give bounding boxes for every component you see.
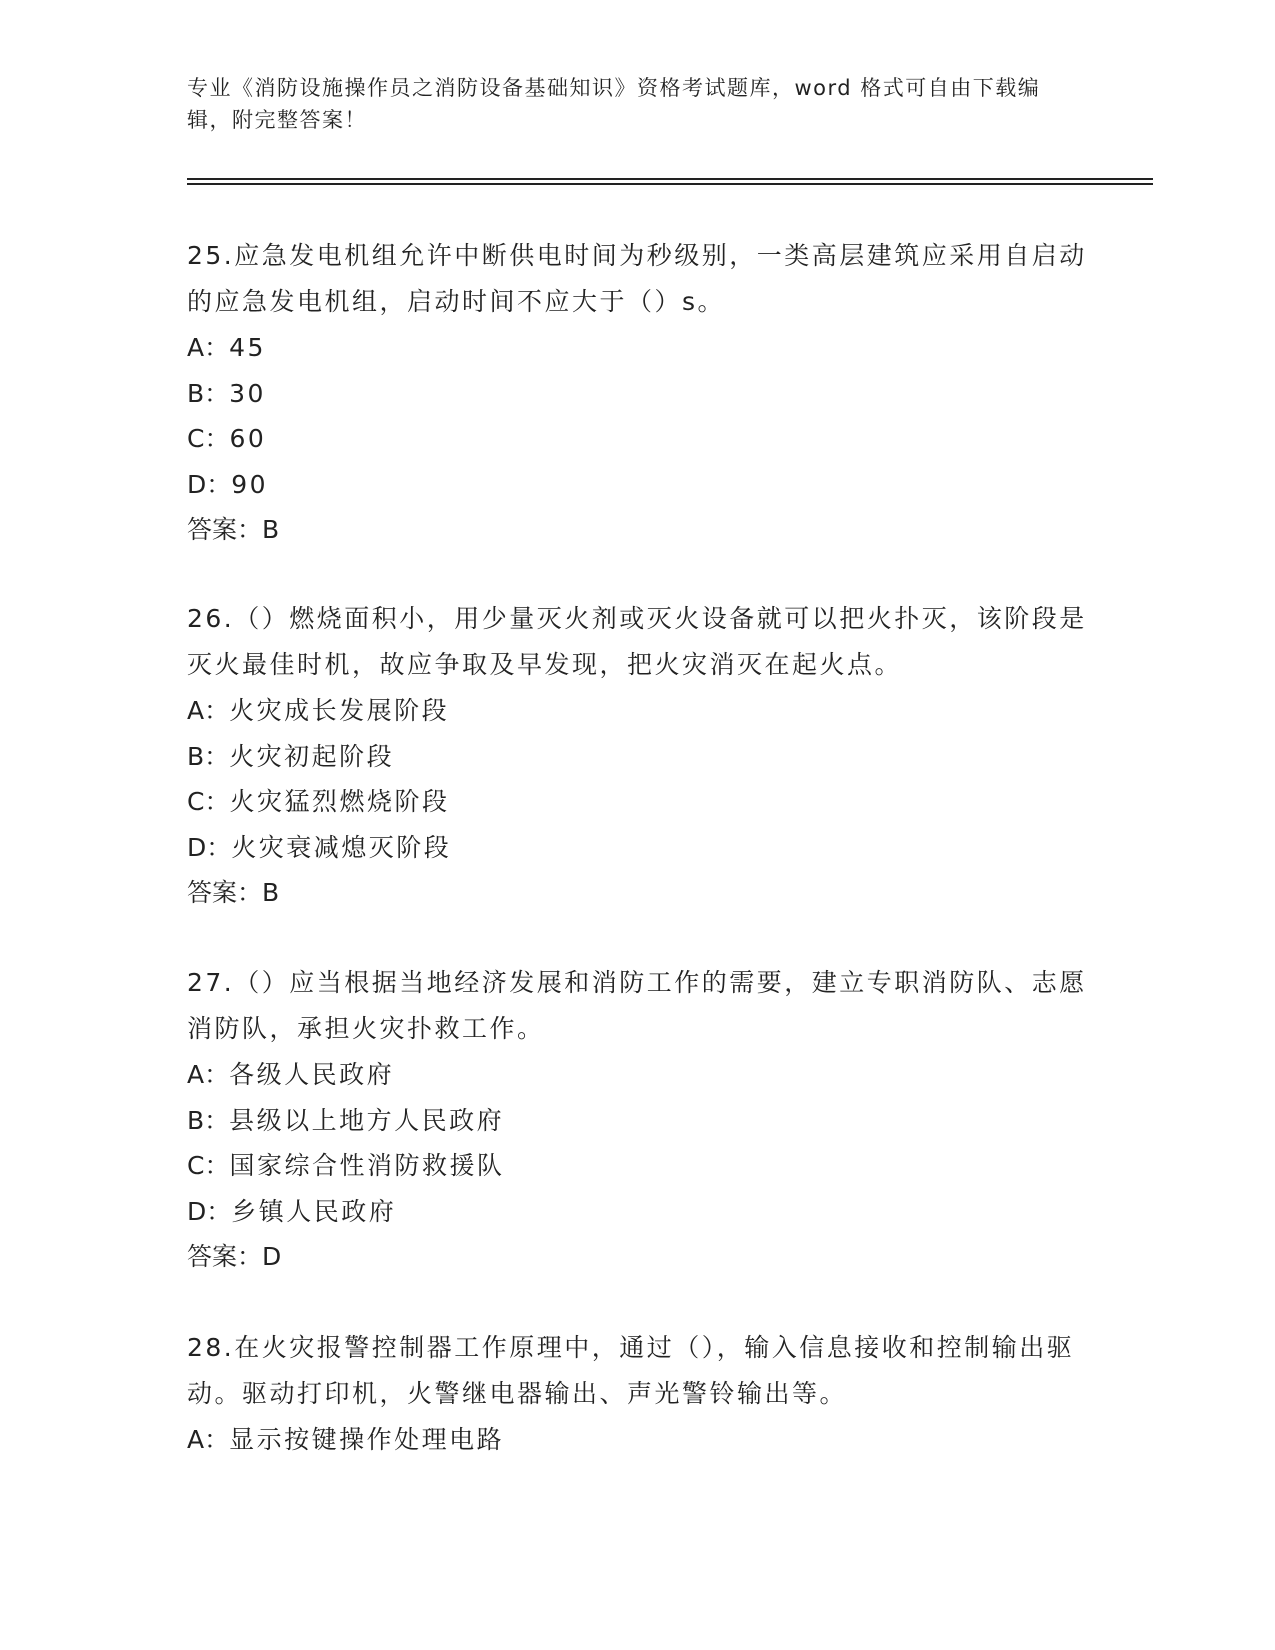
answer-label: 答案：: [187, 515, 263, 544]
option-text: 乡镇人民政府: [231, 1196, 397, 1226]
option-key: C：: [187, 424, 230, 453]
option-key: C：: [187, 787, 230, 816]
option-text: 各级人民政府: [229, 1060, 395, 1089]
option-a: [187, 1417, 1087, 1463]
question-28: [187, 1325, 1087, 1463]
document-header: 专业《消防设施操作员之消防设备基础知识》资格考试题库，word 格式可自由下载编辑，附完整答案！: [187, 76, 1041, 132]
option-key: D：: [187, 832, 232, 862]
question-stem: 26.（）燃烧面积小，用少量灭火剂或灭火设备就可以把火扑灭，该阶段是灭火最佳时机，故应争取及早发现，把火灾消灭在起火点。: [187, 604, 1087, 679]
header-divider-bottom: [187, 183, 1153, 185]
option-text: 45: [229, 333, 266, 362]
option-key: B：: [187, 1105, 230, 1135]
question-25: [187, 233, 1087, 553]
option-text: 县级以上地方人民政府: [229, 1105, 505, 1135]
option-b: [187, 734, 1087, 780]
answer-value: D: [262, 1242, 282, 1271]
answer-value: B: [262, 878, 280, 907]
question-stem: 25.应急发电机组允许中断供电时间为秒级别，一类高层建筑应采用自启动的应急发电机组，启动时间不应大于（）s。: [187, 241, 1087, 316]
option-key: A：: [187, 333, 230, 362]
option-text: 国家综合性消防救援队: [229, 1151, 505, 1180]
option-text: 火灾初起阶段: [229, 741, 395, 771]
option-c: [187, 416, 1087, 462]
question-27: [187, 960, 1087, 1280]
answer-line: [187, 1234, 1087, 1280]
option-key: B：: [187, 741, 230, 771]
answer-label: 答案：: [187, 1242, 263, 1271]
option-b: [187, 371, 1087, 417]
question-26: [187, 596, 1087, 916]
option-key: D：: [187, 1196, 232, 1226]
option-d: [187, 1189, 1087, 1235]
option-a: [187, 688, 1087, 734]
option-text: 30: [229, 378, 266, 408]
option-key: C：: [187, 1151, 230, 1180]
option-c: [187, 779, 1087, 825]
question-stem: 27.（）应当根据当地经济发展和消防工作的需要，建立专职消防队、志愿消防队，承担火灾扑救工作。: [187, 968, 1087, 1043]
option-text: 60: [229, 424, 267, 453]
option-d: [187, 825, 1087, 871]
option-b: [187, 1098, 1087, 1144]
answer-line: [187, 507, 1087, 553]
option-c: [187, 1143, 1087, 1189]
option-key: D：: [187, 469, 232, 499]
option-text: 火灾衰减熄灭阶段: [231, 832, 452, 862]
option-a: [187, 325, 1087, 371]
option-key: B：: [187, 378, 230, 408]
question-stem: 28.在火灾报警控制器工作原理中，通过（），输入信息接收和控制输出驱动。驱动打印机，火警继电器输出、声光警铃输出等。: [187, 1333, 1075, 1408]
option-key: A：: [187, 696, 230, 725]
option-d: [187, 462, 1087, 508]
option-text: 火灾猛烈燃烧阶段: [229, 787, 450, 816]
option-text: 90: [231, 469, 269, 499]
option-text: 显示按键操作处理电路: [229, 1425, 505, 1454]
header-divider-top: [187, 178, 1153, 180]
option-key: A：: [187, 1060, 230, 1089]
answer-label: 答案：: [187, 878, 263, 907]
option-key: A：: [187, 1425, 230, 1454]
answer-value: B: [262, 515, 280, 544]
answer-line: [187, 870, 1087, 916]
option-a: [187, 1052, 1087, 1098]
option-text: 火灾成长发展阶段: [229, 696, 450, 725]
